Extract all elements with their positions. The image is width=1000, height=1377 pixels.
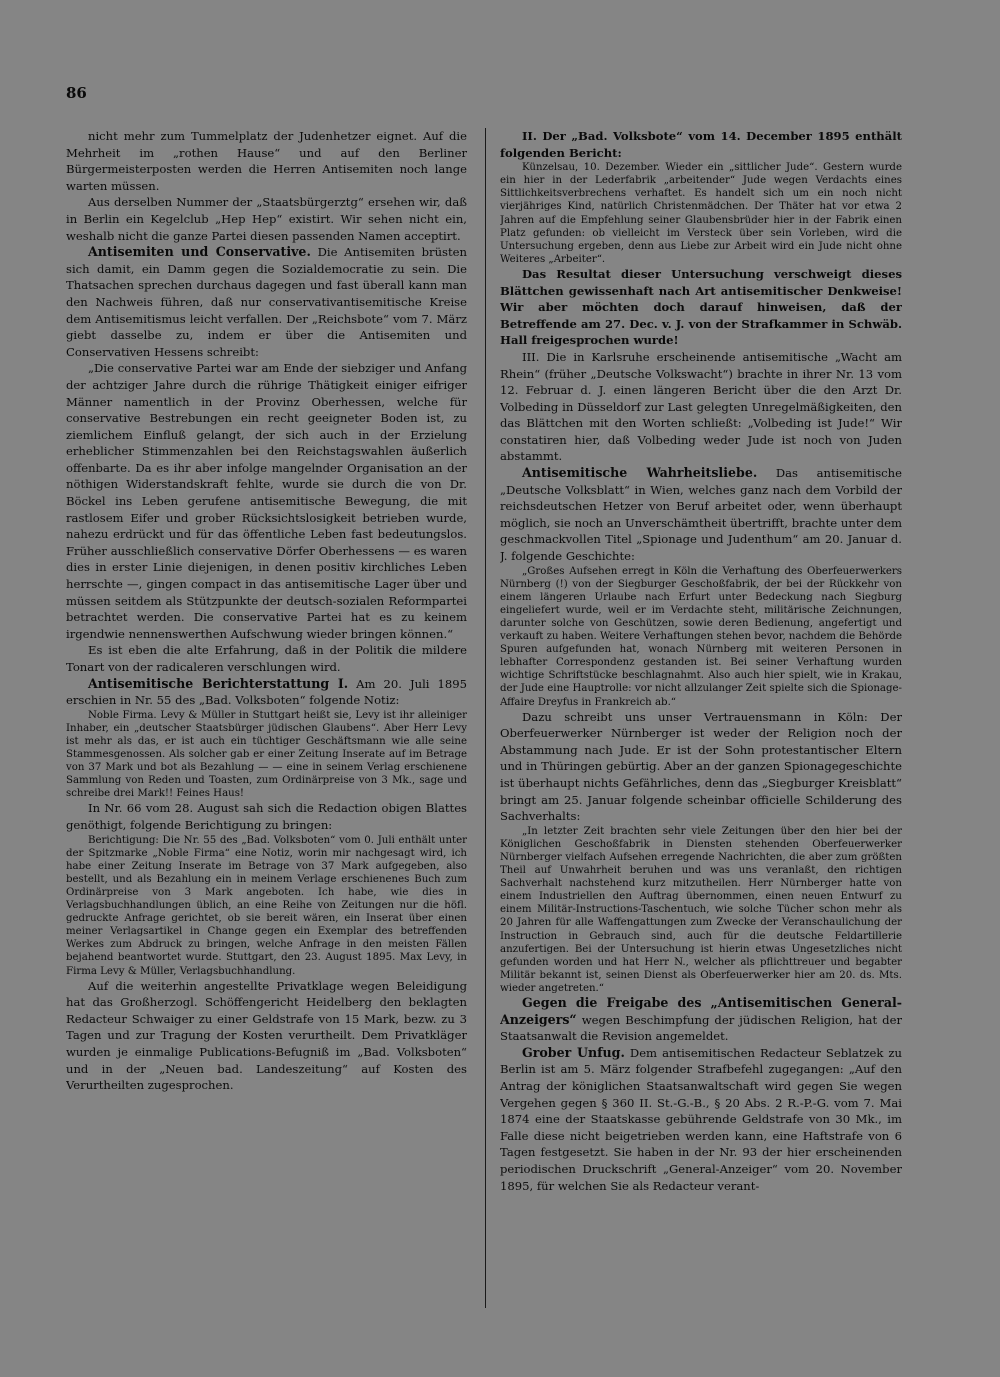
section-paragraph xyxy=(500,1045,902,1194)
section-heading: Gegen die Freigabe des „Antisemitischen General-Anzeigers“ xyxy=(500,995,902,1027)
section-heading: Antisemitische Berichterstattung I. xyxy=(88,675,349,691)
right-column xyxy=(500,128,902,1308)
paragraph-text: Am 20. Juli 1895 erschien in Nr. 55 des „Bad. Volksboten“ folgende Notiz: xyxy=(66,676,467,708)
paragraph-text: Dem antisemitischen Redacteur Seblatzek zu Berlin ist am 5. März folgender Strafbefehl zugegangen: „Auf den Antrag der königlichen Staatsanwaltschaft wird gegen Sie wegen Vergehen gegen § 360 II. St.-G.-B., § 20 Abs. 2 R.-P.-G. vom 7. Mai 1874 eine der Staatskasse gebührende Geldstrafe von 30 Mk., im Falle diese nicht beigetrieben werden kann, eine Haftstrafe von 6 Tagen festgesetzt. Sie haben in der Nr. 93 der hier erscheinenden periodischen Druckschrift „General-Anzeiger“ vom 20. November 1895, für welchen Sie als Redacteur verant- xyxy=(500,1045,902,1193)
paragraph-text: Die Antisemiten brüsten sich damit, ein Damm gegen die Sozialdemocratie zu sein. Die Thatsachen sprechen durchaus dagegen und fast überall kann man den Nachweis führen, daß nur conservativantisemitische Kreise dem Antisemitismus leicht verfallen. Der „Reichsbote“ vom 7. März giebt dasselbe zu, indem er über die Antisemiten und Conservativen Hessens schreibt: xyxy=(66,245,467,359)
cited-text: „Großes Aufsehen erregt in Köln die Verhaftung des Oberfeuerwerkers Nürnberg (!) von der Siegburger Geschoßfabrik, der bei der Rückkehr von einem längeren Urlaube nach Erfurt unter Bedeckung nach Siegburg eingeliefert wurde, weil er im Verdachte steht, militärische Zeichnungen, darunter solche von Geschützen, sowie deren Bedienung, angefertigt und verkauft zu haben. Weitere Verhaftungen stehen bevor, nachdem die Behörde Spuren aufgefunden hat, wonach Nürnberg mit weiteren Personen in lebhafter Correspondenz gestanden ist. Bei seiner Verhaftung wurden wichtige Schriftstücke beschlagnahmt. Also auch hier spielt, wie in Krakau, der Jude eine Hauptrolle: vor nicht allzulanger Zeit spielte sich die Spionage-Affaire Dreyfus in Frankreich ab.“ xyxy=(500,565,902,708)
paragraph: Auf die weiterhin angestellte Privatklage wegen Beleidigung hat das Großherzogl. Schöffengericht Heidelberg den beklagten Redacteur Schwaiger zu einer Geldstrafe von 15 Mark, bezw. zu 3 Tagen und zur Tragung der Kosten verurtheilt. Dem Privatkläger wurden je einmalige Publications-Befugniß im „Bad. Volksboten“ und in der „Neuen bad. Landeszeitung“ auf Kosten des Verurtheilten zugesprochen. xyxy=(66,978,467,1093)
cited-text: Noble Firma. Levy & Müller in Stuttgart heißt sie, Levy ist ihr alleiniger Inhaber, ein „deutscher Staatsbürger jüdischen Glaubens“. Aber Herr Levy ist mehr als das, er ist auch ein tüchtiger Geschäftsmann wie alle seine Stammesgenossen. Als solcher gab er einer Zeitung Inserate auf im Betrage von 37 Mark und bot als Bezahlung — — eine in seinem Verlag erschienene Sammlung von Reden und Toasten, zum Ordinärpreise von 3 Mk., sage und schreibe drei Mark!! Feines Haus! xyxy=(66,709,467,800)
left-column xyxy=(66,128,467,1308)
section-paragraph xyxy=(500,465,902,565)
paragraph: In Nr. 66 vom 28. August sah sich die Redaction obigen Blattes genöthigt, folgende Berichtigung zu bringen: xyxy=(66,801,467,833)
paragraph-text: Das antisemitische „Deutsche Volksblatt“ in Wien, welches ganz nach dem Vorbild der reichsdeutschen Hetzer von Beruf arbeitet oder, wenn überhaupt möglich, sie noch an Unverschämtheit übertrifft, brachte unter dem geschmackvollen Titel „Spionage und Judenthum“ am 20. Januar d. J. folgende Geschichte: xyxy=(500,466,902,564)
paragraph: nicht mehr zum Tummelplatz der Judenhetzer eignet. Auf die Mehrheit im „rothen Hause“ und auf den Berliner Bürgermeisterposten werden die Herren Antisemiten noch lange warten müssen. xyxy=(66,129,467,193)
paragraph: Dazu schreibt uns unser Vertrauensmann in Köln: Der Oberfeuerwerker Nürnberger ist weder der Religion noch der Abstammung nach Jude. Er ist der Sohn protestantischer Eltern und in Thüringen gebürtig. Aber an der ganzen Spionagegeschichte ist überhaupt nichts Gefährliches, denn das „Siegburger Kreisblatt“ bringt am 25. Januar folgende scheinbar officielle Schilderung des Sachverhalts: xyxy=(500,709,902,824)
column-divider xyxy=(485,128,486,1308)
section-heading: Antisemitische Wahrheitsliebe. xyxy=(522,465,758,481)
cited-text: Künzelsau, 10. Dezember. Wieder ein „sittlicher Jude“. Gestern wurde ein hier in der Lederfabrik „arbeitender“ Jude wegen Verdachts eines Sittlichkeitsverbrechens verhaftet. Es handelt sich um ein noch nicht vierjähriges Kind, natürlich Christenmädchen. Der Thäter hat vor etwa 2 Jahren auf die Empfehlung seiner Glaubensbrüder hier in der Fabrik einen Platz gefunden: ob vielleicht im Versteck über sein Vorleben, wird die Untersuchung ergeben, denn aus Liebe zur Arbeit wird ein Jude nicht ohne Weiteres „Arbeiter“. xyxy=(500,162,902,265)
section-heading: II. Der „Bad. Volksbote“ vom 14. December 1895 enthält folgenden Bericht: xyxy=(500,129,902,160)
paragraph: III. Die in Karlsruhe erscheinende antisemitische „Wacht am Rhein“ (früher „Deutsche Volkswacht“) brachte in ihrer Nr. 13 vom 12. Februar d. J. einen längeren Bericht über die den Arzt Dr. Volbeding in Düsseldorf zur Last gelegten Unregelmäßigkeiten, den das Blättchen mit den Worten schließt: „Volbeding ist Jude!“ Wir constatiren hier, daß Volbeding weder Jude ist noch von Juden abstammt. xyxy=(500,349,902,464)
section-heading: Antisemiten und Conservative. xyxy=(88,244,311,260)
cited-text: „In letzter Zeit brachten sehr viele Zeitungen über den hier bei der Königlichen Geschoßfabrik in Diensten stehenden Oberfeuerwerker Nürnberger vielfach Aufsehen erregende Nachrichten, die aber zum größten Theil auf Unwahrheit beruhen und was uns veranlaßt, den richtigen Sachverhalt nachstehend kurz mitzutheilen. Herr Nürnberger hatte von einem Industriellen den Auftrag übernommen, einen neuen Entwurf zu einem Militär-Instructions-Taschentuch, wie solche Tücher schon mehr als 20 Jahren für alle Waffengattungen zum Zwecke der Veranschaulichung der Instruction in Gebrauch sind, auch für die deutsche Feldartillerie anzufertigen. Bei der Untersuchung ist hierin etwas Ungesetzliches nicht gefunden worden und hat Herr N., welcher als pflichttreuer und begabter Militär bekannt ist, seinen Dienst als Oberfeuerwerker hier am 20. ds. Mts. wieder angetreten.“ xyxy=(500,825,902,994)
section-heading: Grober Unfug. xyxy=(522,1044,625,1060)
cited-text: Berichtigung: Die Nr. 55 des „Bad. Volksboten“ vom 0. Juli enthält unter der Spitzmarke „Noble Firma“ eine Notiz, worin mir nachgesagt wird, ich habe einer Zeitung Inserate im Betrage von 37 Mark aufgegeben, also bestellt, und als Bezahlung ein in meinem Verlage erschienenes Buch zum Ordinärpreise von 3 Mark angeboten. Ich habe, wie dies in Verlagsbuchhandlungen üblich, an eine Reihe von Zeitungen nur die höfl. gedruckte Anfrage gerichtet, ob sie bereit wären, ein Inserat über einen meiner Verlagsartikel in Change gegen ein Exemplar des betreffenden Werkes zum Abdruck zu bringen, welche Anfrage in den meisten Fällen bejahend beantwortet wurde. Stuttgart, den 23. August 1895. Max Levy, in Firma Levy & Müller, Verlagsbuchhandlung. xyxy=(66,834,467,977)
emphasized-paragraph: Das Resultat dieser Untersuchung verschweigt dieses Blättchen gewissenhaft nach Art antisemitischer Denkweise! Wir aber möchten doch darauf hinweisen, daß der Betreffende am 27. Dec. v. J. von der Strafkammer in Schwäb. Hall freigesprochen wurde! xyxy=(500,266,902,348)
quotation: „Die conservative Partei war am Ende der siebziger und Anfang der achtziger Jahre durch die rührige Thätigkeit einiger eifriger Männer namentlich in der Provinz Oberhessen, welche für conservative Bestrebungen ein recht geeigneter Boden ist, zu ziemlichem Einfluß gelangt, der sich auch in der Erzielung erheblicher Stimmenzahlen bei den Reichstagswahlen äußerlich offenbarte. Da es ihr aber infolge mangelnder Organisation an der nöthigen Widerstandskraft fehlte, wurde sie durch die von Dr. Böckel ins Leben gerufene antisemitische Bewegung, die mit rastlosem Eifer und grober Rücksichtslosigkeit betrieben wurde, nahezu erdrückt und für das öffentliche Leben fast bedeutungslos. Früher ausschließlich conservative Dörfer Oberhessens — es waren dies in erster Linie diejenigen, in denen positiv kirchliches Leben herrschte —, gingen compact in das antisemitische Lager über und müssen seitdem als Stützpunkte der deutsch-sozialen Reformpartei betrachtet werden. Die conservative Partei hat es zu keinem irgendwie nennenswerthen Aufschwung wieder bringen können.“ xyxy=(66,361,467,641)
page-number: 86 xyxy=(66,84,87,102)
section-paragraph xyxy=(500,995,902,1045)
paragraph-text: wegen Beschimpfung der jüdischen Religion, hat der Staatsanwalt die Revision angemeldet. xyxy=(500,1012,902,1044)
section-paragraph xyxy=(66,244,467,360)
section-paragraph xyxy=(66,676,467,709)
paragraph: Es ist eben die alte Erfahrung, daß in der Politik die mildere Tonart von der radicaleren verschlungen wird. xyxy=(66,643,467,674)
paragraph: Aus derselben Nummer der „Staatsbürgerztg“ ersehen wir, daß in Berlin ein Kegelclub „Hep Hep“ existirt. Wir sehen nicht ein, weshalb nicht die ganze Partei diesen passenden Namen acceptirt. xyxy=(66,195,467,243)
